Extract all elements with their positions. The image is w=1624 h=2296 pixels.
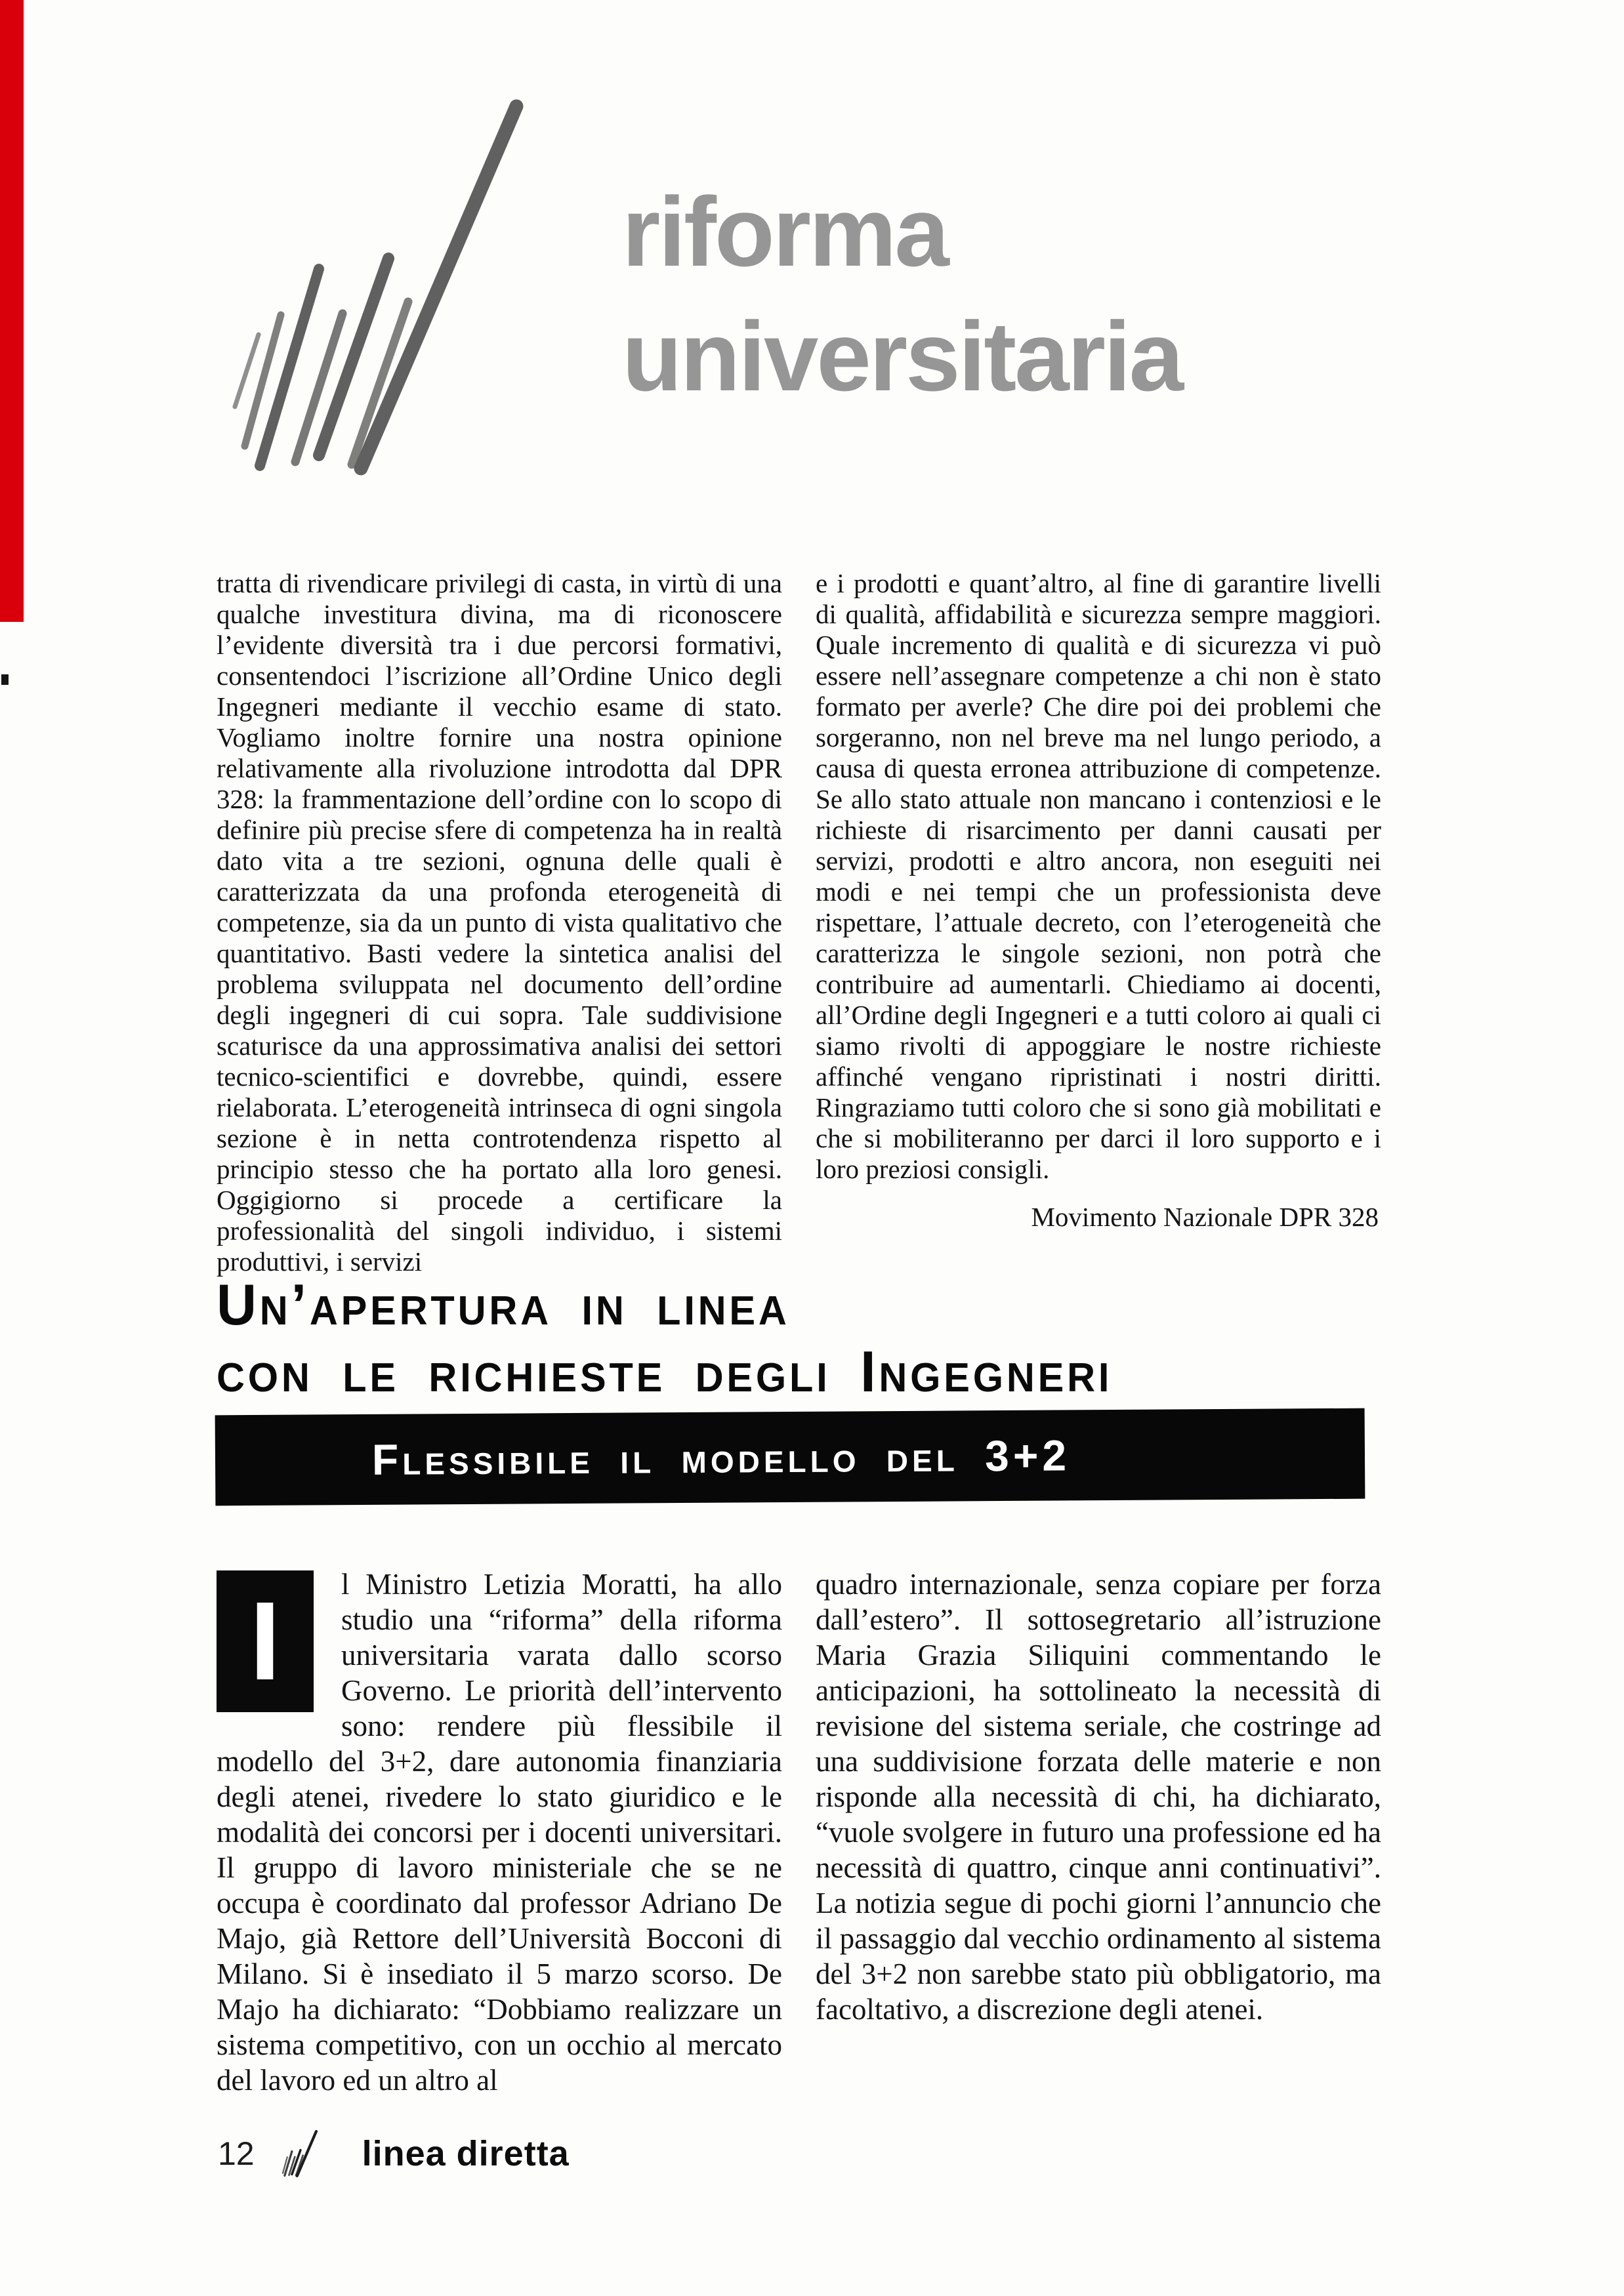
- masthead-scribble-logo-icon: [197, 97, 709, 478]
- section-heading-line1: Un’apertura in linea: [217, 1272, 790, 1337]
- footer-scribble-logo-icon: [277, 2125, 340, 2182]
- scan-speck: [1, 674, 9, 685]
- section-heading: [217, 1271, 1325, 1405]
- article-banner-label: Flessibile il modello del 3+2: [371, 1431, 1071, 1484]
- masthead-title-line1: riforma: [622, 176, 947, 287]
- top-article-column-right: [816, 568, 1381, 1233]
- red-accent-bar: [0, 0, 24, 622]
- top-article-column-right-text: e i prodotti e quant’altro, al fine di garantire livelli di qualità, affidabilità e sicurezza sempre maggiori. Quale incremento di qualità e di sicurezza vi può essere nell’assegnare competenze a chi non è stato formato per averle? Che dire poi dei problemi che sorgeranno, non nel breve ma nel lungo periodo, a causa di questa erronea attribuzione di competenze. Se allo stato attuale non mancano i contenziosi e le richieste di risarcimento per danni causati per servizi, prodotti e altro ancora, non eseguiti nei modi e nei tempi che un professionista deve rispettare, l’attuale decreto, con l’eterogeneità che caratterizza le singole sezioni, non potrà che contribuire ad aumentarli. Chiediamo ai docenti, all’Ordine degli Ingegneri e a tutti coloro ai quali ci siamo rivolti di appoggiare le nostre richieste affinché vengano ripristinati i nostri diritti. Ringraziamo tutti coloro che si sono già mobilitati e che si mobiliteranno per darci il loro supporto e i loro preziosi consigli.: [816, 568, 1381, 1184]
- section-heading-line2: con le richieste degli Ingegneri: [217, 1339, 1113, 1404]
- masthead-title-line2: universitaria: [622, 301, 1182, 411]
- dropcap-letter: I: [217, 1570, 314, 1712]
- page-footer: [218, 2125, 570, 2182]
- footer-page-number: 12: [218, 2135, 255, 2172]
- top-article-column-left: tratta di rivendicare privilegi di casta, in virtù di una qualche investitura divina, ma di riconoscere l’evidente diversità tra i due percorsi formativi, consentendoci l’iscrizione all’Ordine Unico degli Ingegneri mediante il vecchio esame di stato. Vogliamo inoltre fornire una nostra opinione relativamente alla rivoluzione introdotta dal DPR 328: la frammentazione dell’ordine con lo scopo di definire più precise sfere di competenza ha in realtà dato vita a tre sezioni, ognuna delle quali è caratterizzata da una profonda eterogeneità di competenze, sia da un punto di vista qualitativo che quantitativo. Basti vedere la sintetica analisi del problema sviluppata nel documento dell’ordine degli ingegneri di cui sopra. Tale suddivisione scaturisce da una approssimativa analisi dei settori tecnico-scientifici e dovrebbe, quindi, essere rielaborata. L’eterogeneità intrinseca di ogni singola sezione è in netta controtendenza rispetto al principio stesso che ha portato alla loro genesi. Oggigiorno si procede a certificare la professionalità del singoli individuo, i sistemi produttivi, i servizi: [217, 568, 782, 1277]
- bottom-article-column-right: quadro internazionale, senza copiare per forza dall’estero”. Il sottosegretario all’istruzione Maria Grazia Siliquini commentando le anticipazioni, ha sottolineato la necessità di revisione del sistema seriale, che costringe ad una suddivisione forzata delle materie e non risponde alla necessità di chi, ha dichiarato, “vuole svolgere in futuro una professione ed ha necessità di quattro, cinque anni continuativi”. La notizia segue di pochi giorni l’annuncio che il passaggio dal vecchio ordinamento al sistema del 3+2 non sarebbe stato più obbligatorio, ma facoltativo, a discrezione degli atenei.: [816, 1568, 1381, 2026]
- bottom-article-column-left: [217, 1567, 782, 2098]
- bottom-article-column-left-text: l Ministro Letizia Moratti, ha allo studio una “riforma” della riforma universitaria varata dallo scorso Governo. Le priorità dell’intervento sono: rendere più flessibile il modello del 3+2, dare autonomia finanziaria degli atenei, rivedere lo stato giuridico e le modalità dei concorsi per i docenti universitari. Il gruppo di lavoro ministeriale che se ne occupa è coordinato dal professor Adriano De Majo, già Rettore dell’Università Bocconi di Milano. Si è insediato il 5 marzo scorso. De Majo ha dichiarato: “Dobbiamo realizzare un sistema competitivo, con un occhio al mercato del lavoro ed un altro al: [217, 1568, 782, 2097]
- article-signature: Movimento Nazionale DPR 328: [1031, 1202, 1379, 1232]
- footer-magazine-name: linea diretta: [362, 2134, 570, 2173]
- article-banner: [215, 1408, 1365, 1506]
